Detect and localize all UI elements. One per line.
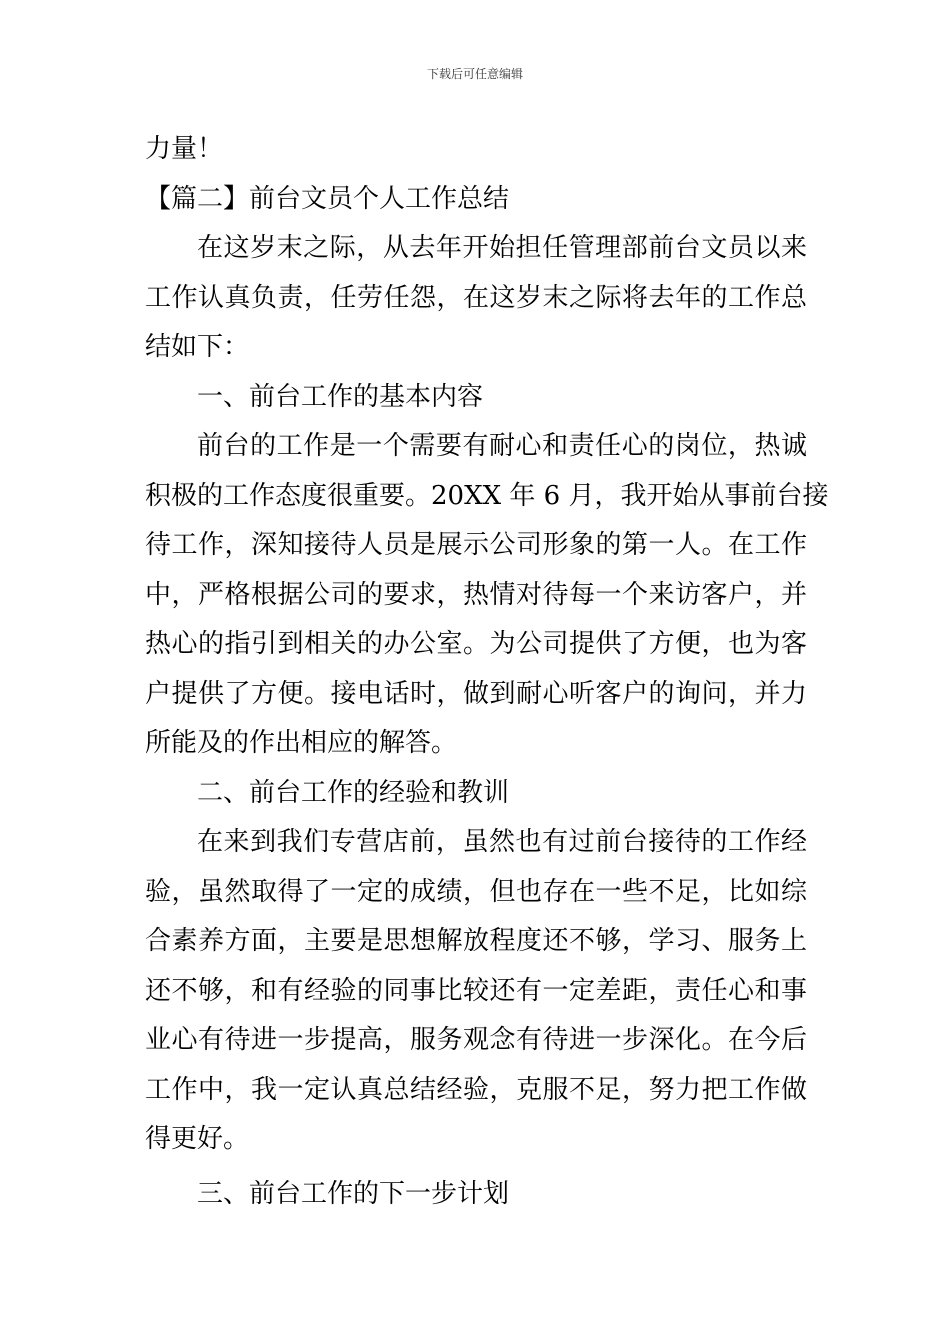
page-header-note: 下载后可任意编辑 xyxy=(426,67,523,81)
text-line: 在这岁末之际，从去年开始担任管理部前台文员以来 xyxy=(197,233,807,263)
document-body xyxy=(145,125,829,1219)
text-line: 结如下： xyxy=(145,332,250,362)
text-line: 户提供了方便。接电话时，做到耐心听客户的询问，并力 xyxy=(145,678,807,709)
text-line: 验，虽然取得了一定的成绩，但也存在一些不足，比如综 xyxy=(145,876,807,907)
text-line: 热心的指引到相关的办公室。为公司提供了方便，也为客 xyxy=(145,629,807,659)
text-line: 在来到我们专营店前，虽然也有过前台接待的工作经 xyxy=(197,827,807,857)
subsection-heading: 二、前台工作的经验和教训 xyxy=(197,777,510,808)
section-title: 【篇二】前台文员个人工作总结 xyxy=(145,183,510,214)
text-line: 待工作，深知接待人员是展示公司形象的第一人。在工作 xyxy=(145,530,807,560)
text-line: 中，严格根据公司的要求，热情对待每一个来访客户，并 xyxy=(145,579,807,610)
text-line: 积极的工作态度很重要。20XX 年 6 月，我开始从事前台接 xyxy=(145,480,829,511)
text-line: 业心有待进一步提高，服务观念有待进一步深化。在今后 xyxy=(145,1025,807,1055)
subsection-heading: 三、前台工作的下一步计划 xyxy=(197,1178,510,1209)
text-line: 力量！ xyxy=(145,134,224,164)
text-line: 工作认真负责，任劳任怨，在这岁末之际将去年的工作总 xyxy=(145,282,807,313)
text-line: 所能及的作出相应的解答。 xyxy=(145,728,458,758)
text-line: 前台的工作是一个需要有耐心和责任心的岗位，热诚 xyxy=(197,431,807,461)
text-line: 合素养方面，主要是思想解放程度还不够，学习、服务上 xyxy=(145,926,807,956)
text-line: 得更好。 xyxy=(145,1124,250,1154)
text-line: 还不够，和有经验的同事比较还有一定差距，责任心和事 xyxy=(145,975,807,1006)
subsection-heading: 一、前台工作的基本内容 xyxy=(197,381,484,412)
text-line: 工作中，我一定认真总结经验，克服不足，努力把工作做 xyxy=(145,1074,807,1105)
